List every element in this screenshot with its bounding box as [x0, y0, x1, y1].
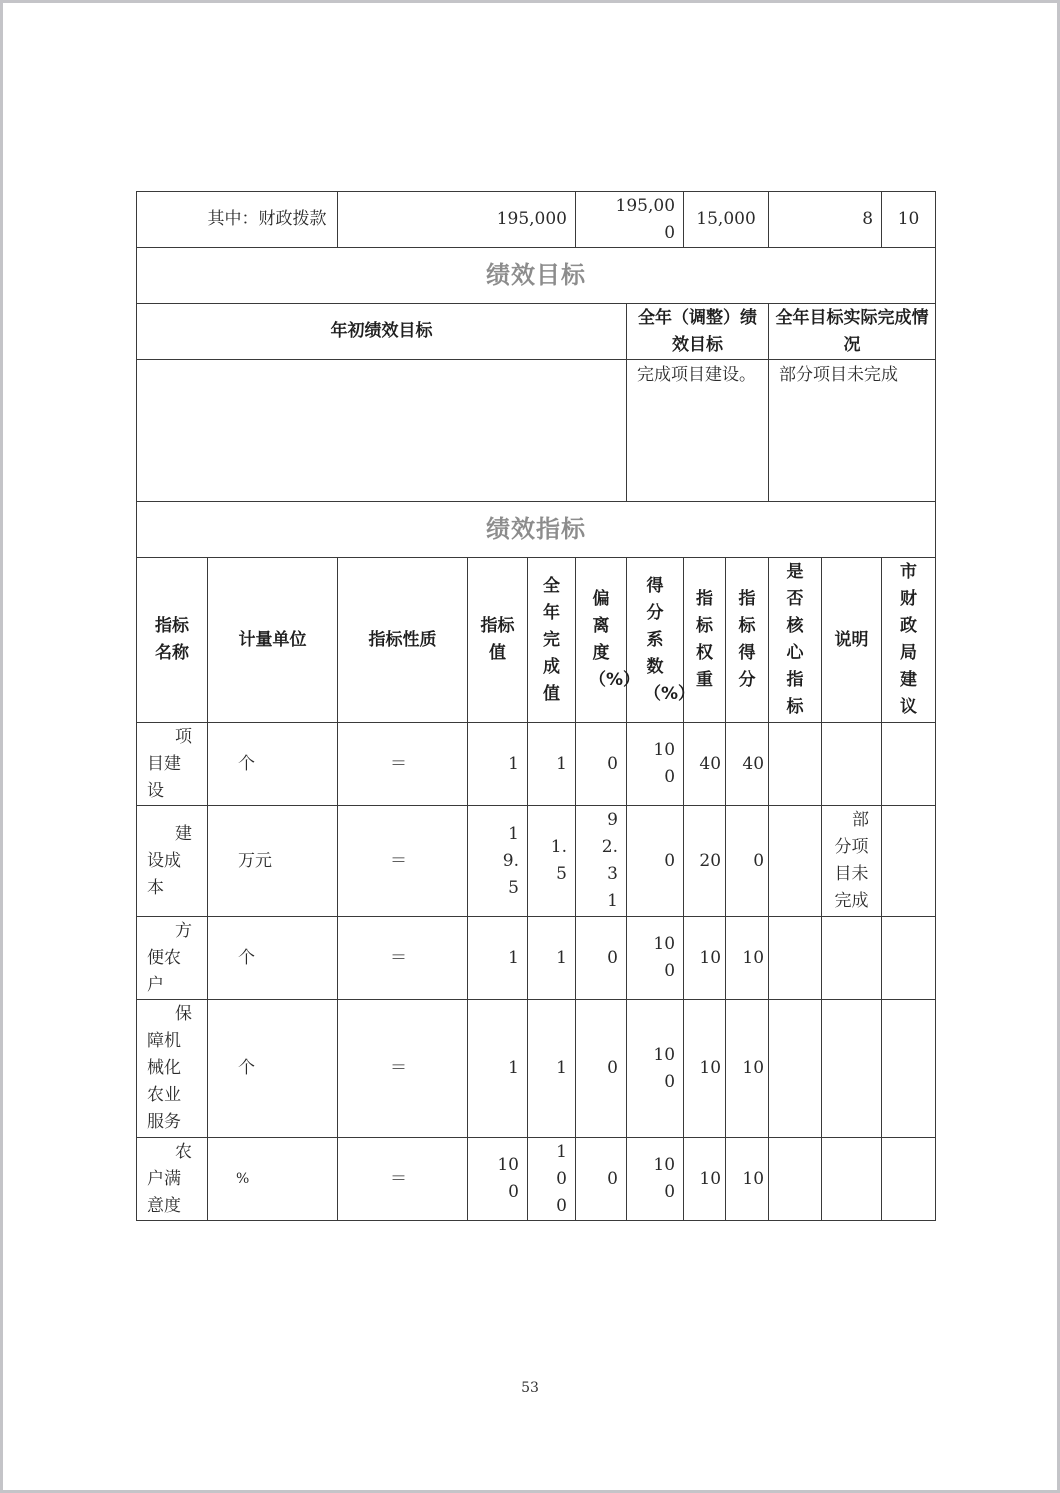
header-full-year-value: 全年完成值	[528, 558, 576, 723]
indicator-nature: ＝	[338, 917, 468, 1000]
funding-label: 其中：财政拨款	[137, 192, 338, 248]
indicator-score: 10	[726, 1138, 769, 1221]
funding-value-2-line1: 195,00	[615, 195, 676, 216]
section-title-targets: 绩效目标	[137, 248, 936, 304]
indicator-unit: %	[208, 1138, 338, 1221]
indicator-coefficient: 100	[627, 1138, 684, 1221]
indicator-advice	[882, 1000, 936, 1138]
indicator-unit: 个	[208, 917, 338, 1000]
funding-value-1: 195,000	[338, 192, 576, 248]
indicator-value: 19.5	[468, 806, 528, 917]
initial-target-text	[137, 360, 627, 502]
indicator-name: 方便农户	[137, 917, 208, 1000]
indicator-full-year: 1.5	[528, 806, 576, 917]
indicator-core	[769, 806, 822, 917]
indicator-value: 1	[468, 723, 528, 806]
targets-content-row	[137, 360, 936, 502]
section-title-indicators: 绩效指标	[137, 502, 936, 558]
indicator-full-year: 1	[528, 723, 576, 806]
indicator-weight: 10	[684, 917, 726, 1000]
indicator-note: 部分项目未完成	[822, 806, 882, 917]
indicator-nature: ＝	[338, 1000, 468, 1138]
indicator-nature: ＝	[338, 723, 468, 806]
indicators-header-row	[137, 558, 936, 723]
indicator-score: 40	[726, 723, 769, 806]
table-row	[137, 806, 936, 917]
indicator-name: 项目建设	[137, 723, 208, 806]
indicator-score: 10	[726, 917, 769, 1000]
indicator-nature: ＝	[338, 1138, 468, 1221]
page-number: 53	[521, 1380, 539, 1396]
indicator-note	[822, 723, 882, 806]
indicator-score: 10	[726, 1000, 769, 1138]
indicator-weight: 10	[684, 1000, 726, 1138]
indicator-core	[769, 723, 822, 806]
indicator-core	[769, 917, 822, 1000]
indicator-unit: 个	[208, 723, 338, 806]
indicator-core	[769, 1000, 822, 1138]
header-actual-completion: 全年目标实际完成情况	[769, 304, 936, 360]
indicator-deviation: 0	[576, 723, 627, 806]
table-row	[137, 723, 936, 806]
header-unit: 计量单位	[208, 558, 338, 723]
header-score-coefficient: 得分系数（%）	[627, 558, 684, 723]
indicator-coefficient: 100	[627, 723, 684, 806]
indicator-core	[769, 1138, 822, 1221]
funding-value-4: 8	[769, 192, 882, 248]
header-finance-advice: 市财政局建议	[882, 558, 936, 723]
indicator-deviation: 0	[576, 917, 627, 1000]
indicator-weight: 40	[684, 723, 726, 806]
indicator-nature: ＝	[338, 806, 468, 917]
header-nature: 指标性质	[338, 558, 468, 723]
indicator-full-year: 100	[528, 1138, 576, 1221]
funding-value-5: 10	[882, 192, 936, 248]
header-score: 指标得分	[726, 558, 769, 723]
indicator-advice	[882, 723, 936, 806]
header-adjusted-target: 全年（调整）绩效目标	[627, 304, 769, 360]
header-weight: 指标权重	[684, 558, 726, 723]
funding-value-2	[576, 192, 684, 248]
actual-completion-text: 部分项目未完成	[769, 360, 936, 502]
header-deviation: 偏离度（%）	[576, 558, 627, 723]
indicator-note	[822, 1000, 882, 1138]
header-core-indicator: 是否核心指标	[769, 558, 822, 723]
funding-row	[137, 192, 936, 248]
header-indicator-value: 指标值	[468, 558, 528, 723]
table-row	[137, 917, 936, 1000]
indicator-advice	[882, 806, 936, 917]
indicator-advice	[882, 917, 936, 1000]
indicator-full-year: 1	[528, 1000, 576, 1138]
adjusted-target-text: 完成项目建设。	[627, 360, 769, 502]
indicator-full-year: 1	[528, 917, 576, 1000]
indicator-unit: 个	[208, 1000, 338, 1138]
indicator-coefficient: 0	[627, 806, 684, 917]
performance-table	[136, 191, 936, 1221]
funding-value-3: 15,000	[684, 192, 769, 248]
indicator-note	[822, 1138, 882, 1221]
targets-header-row	[137, 304, 936, 360]
indicator-name: 建设成本	[137, 806, 208, 917]
indicator-value: 100	[468, 1138, 528, 1221]
table-row	[137, 1138, 936, 1221]
header-note: 说明	[822, 558, 882, 723]
indicator-deviation: 0	[576, 1138, 627, 1221]
indicator-deviation: 92.31	[576, 806, 627, 917]
header-indicator-name: 指标名称	[137, 558, 208, 723]
indicator-name: 农户满意度	[137, 1138, 208, 1221]
indicator-note	[822, 917, 882, 1000]
indicator-coefficient: 100	[627, 917, 684, 1000]
indicator-weight: 20	[684, 806, 726, 917]
indicator-weight: 10	[684, 1138, 726, 1221]
indicator-deviation: 0	[576, 1000, 627, 1138]
indicator-value: 1	[468, 1000, 528, 1138]
indicator-value: 1	[468, 917, 528, 1000]
indicator-score: 0	[726, 806, 769, 917]
header-initial-target: 年初绩效目标	[137, 304, 627, 360]
indicator-name: 保障机械化农业服务	[137, 1000, 208, 1138]
indicator-unit: 万元	[208, 806, 338, 917]
indicator-coefficient: 100	[627, 1000, 684, 1138]
indicator-advice	[882, 1138, 936, 1221]
table-row	[137, 1000, 936, 1138]
funding-value-2-line2: 0	[664, 222, 676, 243]
